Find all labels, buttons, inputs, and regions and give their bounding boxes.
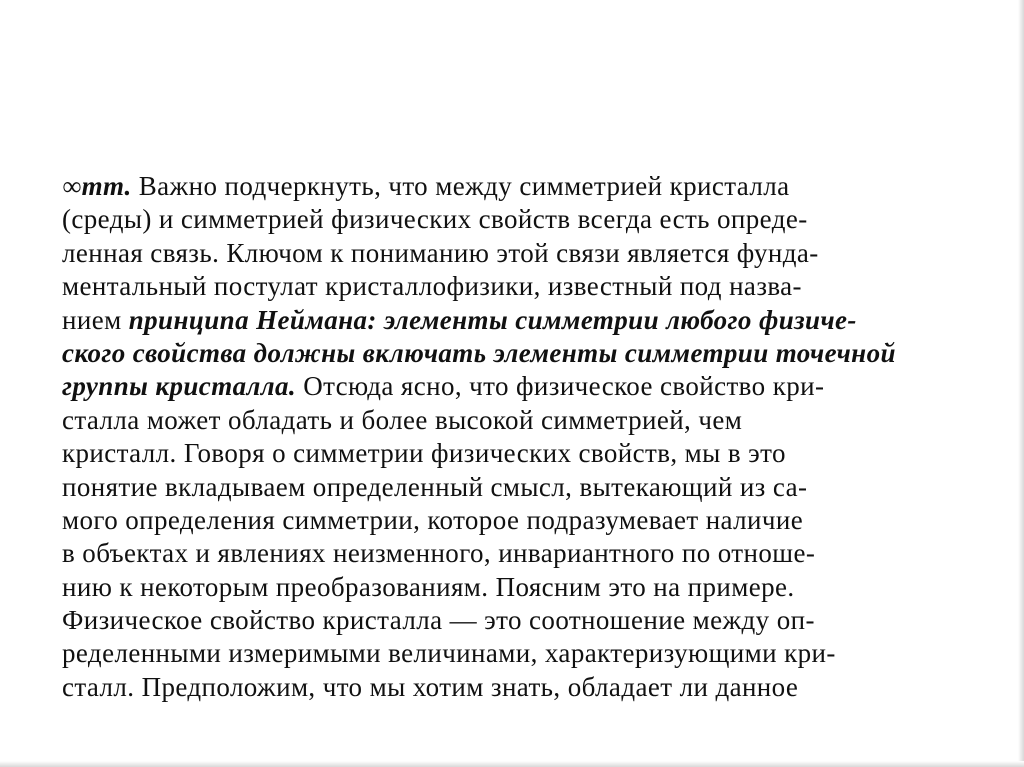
text-segment: сталла может обладать и более высокой симметрией, чем: [62, 404, 743, 435]
text-line: [62, 604, 974, 637]
text-segment: нием: [62, 304, 129, 335]
text-segment: Отсюда ясно, что физическое свойство кри-: [296, 371, 825, 402]
text-segment: (среды) и симметрией физических свойств всегда есть опреде-: [62, 204, 808, 235]
text-line: [62, 471, 974, 504]
text-segment: сталл. Предположим, что мы хотим знать, обладает ли данное: [62, 671, 799, 702]
text-line: [62, 304, 974, 337]
text-line: [62, 637, 974, 670]
text-line: [62, 437, 974, 470]
italic-text: ского свойства должны включать элементы симметрии точечной: [62, 337, 896, 368]
text-line: [62, 671, 974, 704]
text-line: [62, 404, 974, 437]
text-segment: ленная связь. Ключом к пониманию этой связи является фунда-: [62, 237, 819, 268]
text-segment: мого определения симметрии, которое подразумевает наличие: [62, 504, 804, 535]
text-line: [62, 537, 974, 570]
page-edge-bottom: [0, 761, 1024, 767]
text-segment: кристалл. Говоря о симметрии физических свойств, мы в это: [62, 438, 786, 469]
body-text: [62, 170, 974, 704]
text-segment: в объектах и явлениях неизменного, инвариантного по отноше-: [62, 538, 816, 569]
text-line: [62, 370, 974, 403]
text-line: [62, 504, 974, 537]
text-line: [62, 237, 974, 270]
text-segment: ментальный постулат кристаллофизики, известный под назва-: [62, 271, 802, 302]
italic-text: группы кристалла.: [62, 371, 297, 402]
text-segment: Физическое свойство кристалла — это соотношение между оп-: [62, 605, 815, 636]
text-segment: понятие вкладываем определенный смысл, вытекающий из са-: [62, 471, 808, 502]
page-edge-right: [1018, 0, 1024, 767]
text-segment: нию к некоторым преобразованиям. Поясним это на примере.: [62, 571, 795, 602]
text-segment: ределенными измеримыми величинами, характеризующими кри-: [62, 638, 836, 669]
text-segment: Важно подчеркнуть, что между симметрией кристалла: [138, 171, 790, 201]
italic-text: принципа Неймана: элементы симметрии любого физиче-: [128, 304, 857, 335]
text-line: [62, 337, 974, 370]
text-line: [62, 170, 974, 203]
text-line: [62, 270, 974, 303]
italic-text: ∞mm.: [62, 171, 139, 201]
text-line: [62, 571, 974, 604]
text-line: [62, 203, 974, 236]
